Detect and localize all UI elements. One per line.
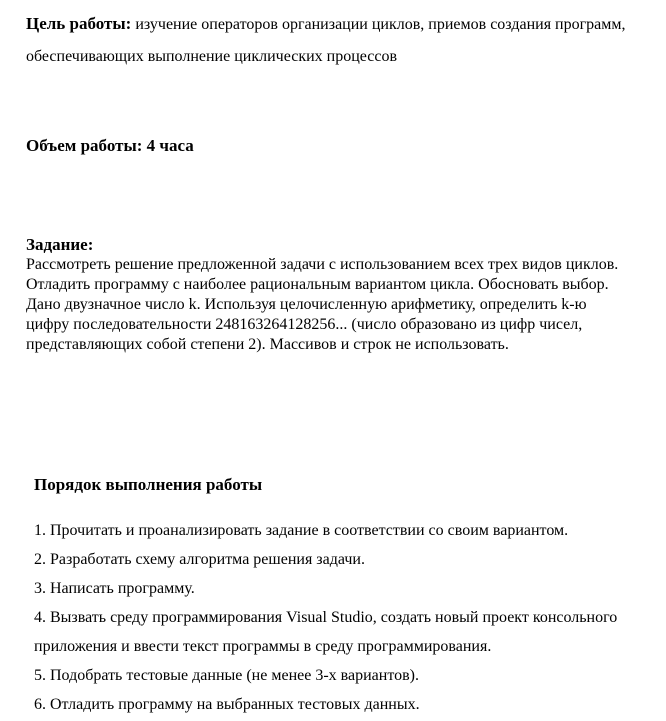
goal-label: Цель работы:	[26, 14, 132, 33]
task-body	[26, 255, 656, 355]
step-item: 4. Вызвать среду программирования Visual Studio, создать новый проект консольного	[34, 609, 618, 626]
steps-list	[34, 516, 664, 719]
goal-paragraph	[26, 8, 651, 73]
step-item: 5. Подобрать тестовые данные (не менее 3-х вариантов).	[34, 667, 419, 684]
step-item: 6. Отладить программу на выбранных тестовых данных.	[34, 696, 420, 713]
step-item: 3. Написать программу.	[34, 580, 195, 597]
task-line: Отладить программу с наиболее рациональным вариантом цикла. Обосновать выбор.	[26, 276, 609, 293]
task-line: представляющих собой степени 2). Массивов и строк не использовать.	[26, 336, 509, 353]
task-line: Дано двузначное число k. Используя целочисленную арифметику, определить k-ю	[26, 296, 587, 313]
step-item: приложения и ввести текст программы в среду программирования.	[34, 638, 492, 655]
volume-heading: Объем работы: 4 часа	[26, 136, 194, 155]
step-item: 2. Разработать схему алгоритма решения задачи.	[34, 551, 365, 568]
goal-text: изучение операторов организации циклов, приемов создания программ, обеспечивающих выполнение циклических процессов	[26, 16, 626, 65]
task-line: цифру последовательности 248163264128256... (число образовано из цифр чисел,	[26, 316, 583, 333]
order-heading: Порядок выполнения работы	[34, 475, 263, 494]
step-item: 1. Прочитать и проанализировать задание в соответствии со своим вариантом.	[34, 522, 569, 539]
task-heading: Задание:	[26, 235, 94, 254]
task-line: Рассмотреть решение предложенной задачи с использованием всех трех видов циклов.	[26, 256, 619, 273]
